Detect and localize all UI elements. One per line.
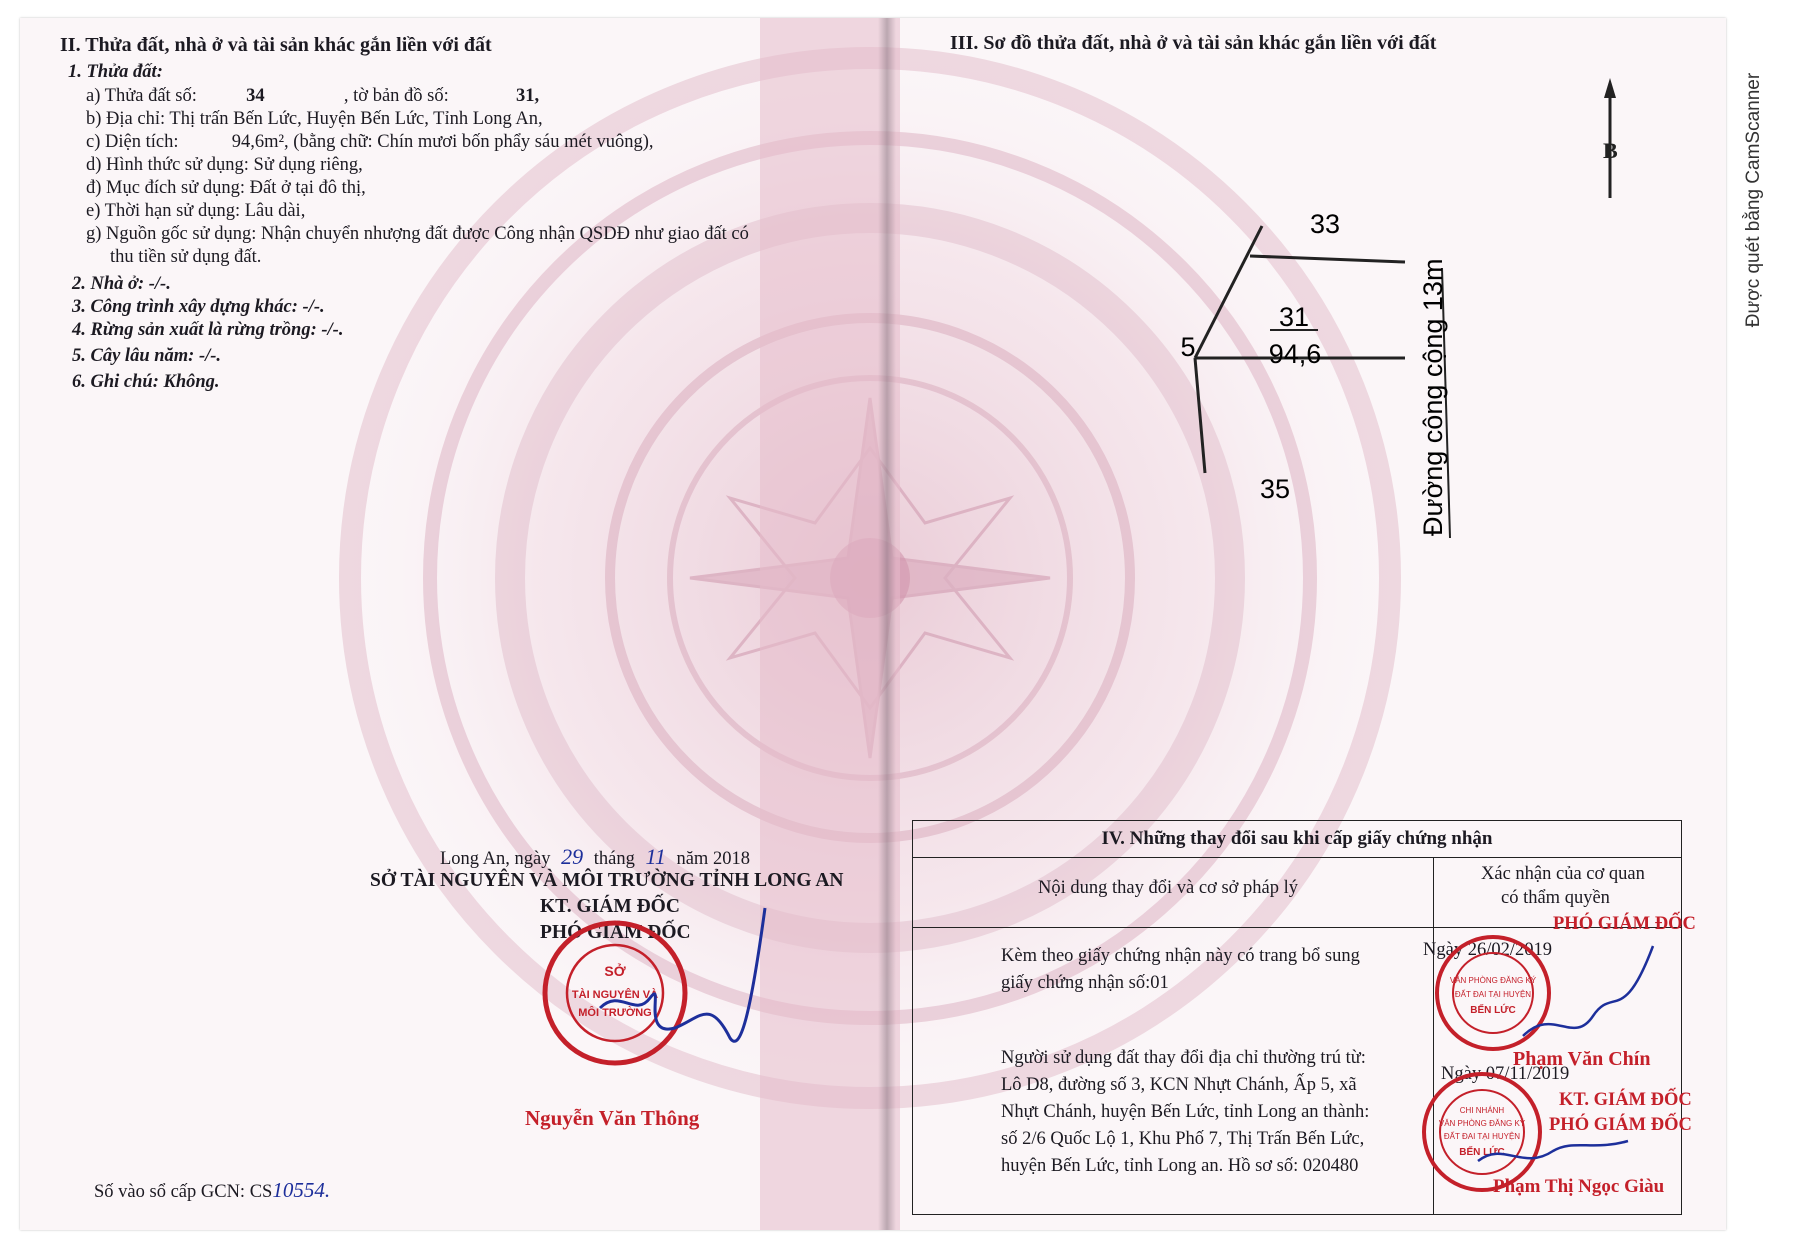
usage-term-line: e) Thời hạn sử dụng: Lâu dài, (86, 201, 306, 221)
entry2-line5: huyện Bến Lức, tỉnh Long an. Hồ sơ số: 020480 (1001, 1156, 1359, 1176)
section2-title: II. Thửa đất, nhà ở và tài sản khác gắn liền với đất (60, 34, 492, 56)
parcel-number-line (86, 86, 539, 107)
entry2-seal-text-3: ĐẤT ĐAI TẠI HUYỆN (1443, 1132, 1521, 1141)
section4-title: IV. Những thay đổi sau khi cấp giấy chứng nhận (1101, 828, 1493, 849)
issue-year: năm 2018 (676, 849, 750, 869)
entry1-signature (1513, 936, 1663, 1056)
entry1-seal-text-3: BẾN LỨC (1470, 1005, 1516, 1016)
issuer-kt: KT. GIÁM ĐỐC (540, 896, 680, 917)
issue-month: 11 (645, 844, 666, 869)
area-label: c) Diện tích: (86, 132, 179, 152)
entry1-line2: giấy chứng nhận số:01 (1001, 973, 1169, 993)
issue-month-label: tháng (593, 849, 635, 869)
map-sheet-label: , tờ bản đồ số: (343, 86, 449, 106)
entry2-seal-text-1: CHI NHÁNH (1459, 1106, 1505, 1115)
changes-table-header (913, 821, 1681, 858)
entry1-signer-name: Phạm Văn Chín (1513, 1048, 1651, 1070)
camscanner-text: Được quét bằng CamScanner (1743, 72, 1764, 328)
entry2-line3: Nhựt Chánh, huyện Bến Lức, tỉnh Long an thành: (1001, 1102, 1370, 1122)
page-fold (878, 18, 896, 1230)
issuer-name: Nguyễn Văn Thông (525, 1106, 700, 1130)
entry2-date: Ngày 07/11/2019 (1441, 1064, 1570, 1084)
parcel-number: 31 (1278, 302, 1310, 332)
neighbor-5-label: 5 (1180, 332, 1196, 362)
issuing-office: SỞ TÀI NGUYÊN VÀ MÔI TRƯỜNG TỈNH LONG AN (370, 870, 844, 891)
parcel-35-label: 35 (1259, 474, 1291, 504)
parcel-heading: 1. Thửa đất: (68, 62, 163, 82)
parcel-boundary-west (1195, 226, 1262, 358)
area-line (86, 132, 654, 153)
entry2-signature (1473, 1111, 1633, 1181)
perennial-line: 5. Cây lâu năm: -/-. (72, 346, 222, 366)
entry2-line4: số 2/6 Quốc Lộ 1, Khu Phố 7, Thị Trấn Bến Lức, (1001, 1129, 1365, 1149)
issue-day: 29 (561, 844, 584, 869)
issue-date (440, 844, 750, 870)
entry1-signer-title: PHÓ GIÁM ĐỐC (1553, 914, 1696, 934)
entry2-seal-text-4: BẾN LỨC (1459, 1147, 1505, 1158)
column-header-content: Nội dung thay đổi và cơ sở pháp lý (1038, 878, 1299, 898)
issue-date-prefix: Long An, ngày (440, 849, 551, 869)
director-signature (580, 888, 780, 1068)
usage-purpose-line: đ) Mục đích sử dụng: Đất ở tại đô thị, (86, 178, 366, 198)
register-line (94, 1178, 330, 1203)
camscanner-watermark (1734, 40, 1774, 360)
parcel-boundary-north (1250, 256, 1405, 262)
usage-form-line: d) Hình thức sử dụng: Sử dụng riêng, (86, 155, 363, 175)
issuer-title: PHÓ GIÁM ĐỐC (540, 922, 691, 943)
parcel-number-label: a) Thửa đất số: (86, 86, 197, 106)
entry1-seal-text-1: VĂN PHÒNG ĐĂNG KÝ (1449, 976, 1537, 985)
register-number: 10554. (272, 1178, 331, 1202)
entry2-seal-text-2: VĂN PHÒNG ĐĂNG KÝ (1438, 1119, 1526, 1128)
changes-table (912, 820, 1696, 1215)
area-value: 94,6m², (bằng chữ: Chín mươi bốn phẩy sáu mét vuông), (231, 132, 654, 152)
entry2-line1: Người sử dụng đất thay đổi địa chỉ thường trú từ: (1001, 1048, 1366, 1068)
register-label: Số vào sổ cấp GCN: CS (94, 1182, 273, 1202)
north-label: B (1603, 138, 1618, 163)
entry1-date: Ngày 26/02/2019 (1423, 940, 1552, 960)
forest-line: 4. Rừng sản xuất là rừng trồng: -/-. (72, 320, 344, 340)
address-line: b) Địa chỉ: Thị trấn Bến Lức, Huyện Bến Lức, Tỉnh Long An, (86, 109, 543, 129)
construction-line: 3. Công trình xây dựng khác: -/-. (72, 297, 325, 317)
origin-line-2: thu tiền sử dụng đất. (110, 247, 262, 267)
entry1-seal-text-2: ĐẤT ĐAI TẠI HUYỆN (1454, 990, 1532, 999)
parcel-area: 94,6 (1268, 339, 1322, 369)
entry2-kt: KT. GIÁM ĐỐC (1559, 1090, 1692, 1110)
seal-text-1: SỞ (604, 963, 626, 979)
section3-title: III. Sơ đồ thửa đất, nhà ở và tài sản khác gắn liền với đất (950, 32, 1437, 54)
map-sheet-value: 31, (516, 86, 540, 106)
note-line: 6. Ghi chú: Không. (72, 372, 220, 392)
road-label: Đường công cộng 13m (1418, 258, 1448, 536)
certificate-sheet (20, 18, 1726, 1230)
origin-line-1: g) Nguồn gốc sử dụng: Nhận chuyển nhượng đất được Công nhận QSDĐ như giao đất có (86, 224, 749, 244)
parcel-number-value: 34 (246, 86, 265, 106)
parcel-diagram (1070, 68, 1670, 668)
entry2-signer-title: PHÓ GIÁM ĐỐC (1549, 1115, 1692, 1135)
column-header-approval-1: Xác nhận của cơ quan (1481, 864, 1645, 884)
seal-text-3: MÔI TRƯỜNG (578, 1007, 652, 1019)
north-arrow-head (1604, 78, 1616, 98)
neighbor-boundary-west (1195, 358, 1205, 473)
entry1-line1: Kèm theo giấy chứng nhận này có trang bổ sung (1001, 946, 1360, 966)
house-line: 2. Nhà ở: -/-. (72, 274, 171, 294)
parcel-33-label: 33 (1309, 209, 1341, 239)
seal-text-2: TÀI NGUYÊN VÀ (571, 989, 659, 1001)
entry2-signer-name: Phạm Thị Ngọc Giàu (1493, 1176, 1665, 1197)
entry2-line2: Lô D8, đường số 3, KCN Nhựt Chánh, Ấp 5, xã (1001, 1075, 1357, 1095)
column-header-approval-2: có thẩm quyền (1501, 888, 1610, 908)
